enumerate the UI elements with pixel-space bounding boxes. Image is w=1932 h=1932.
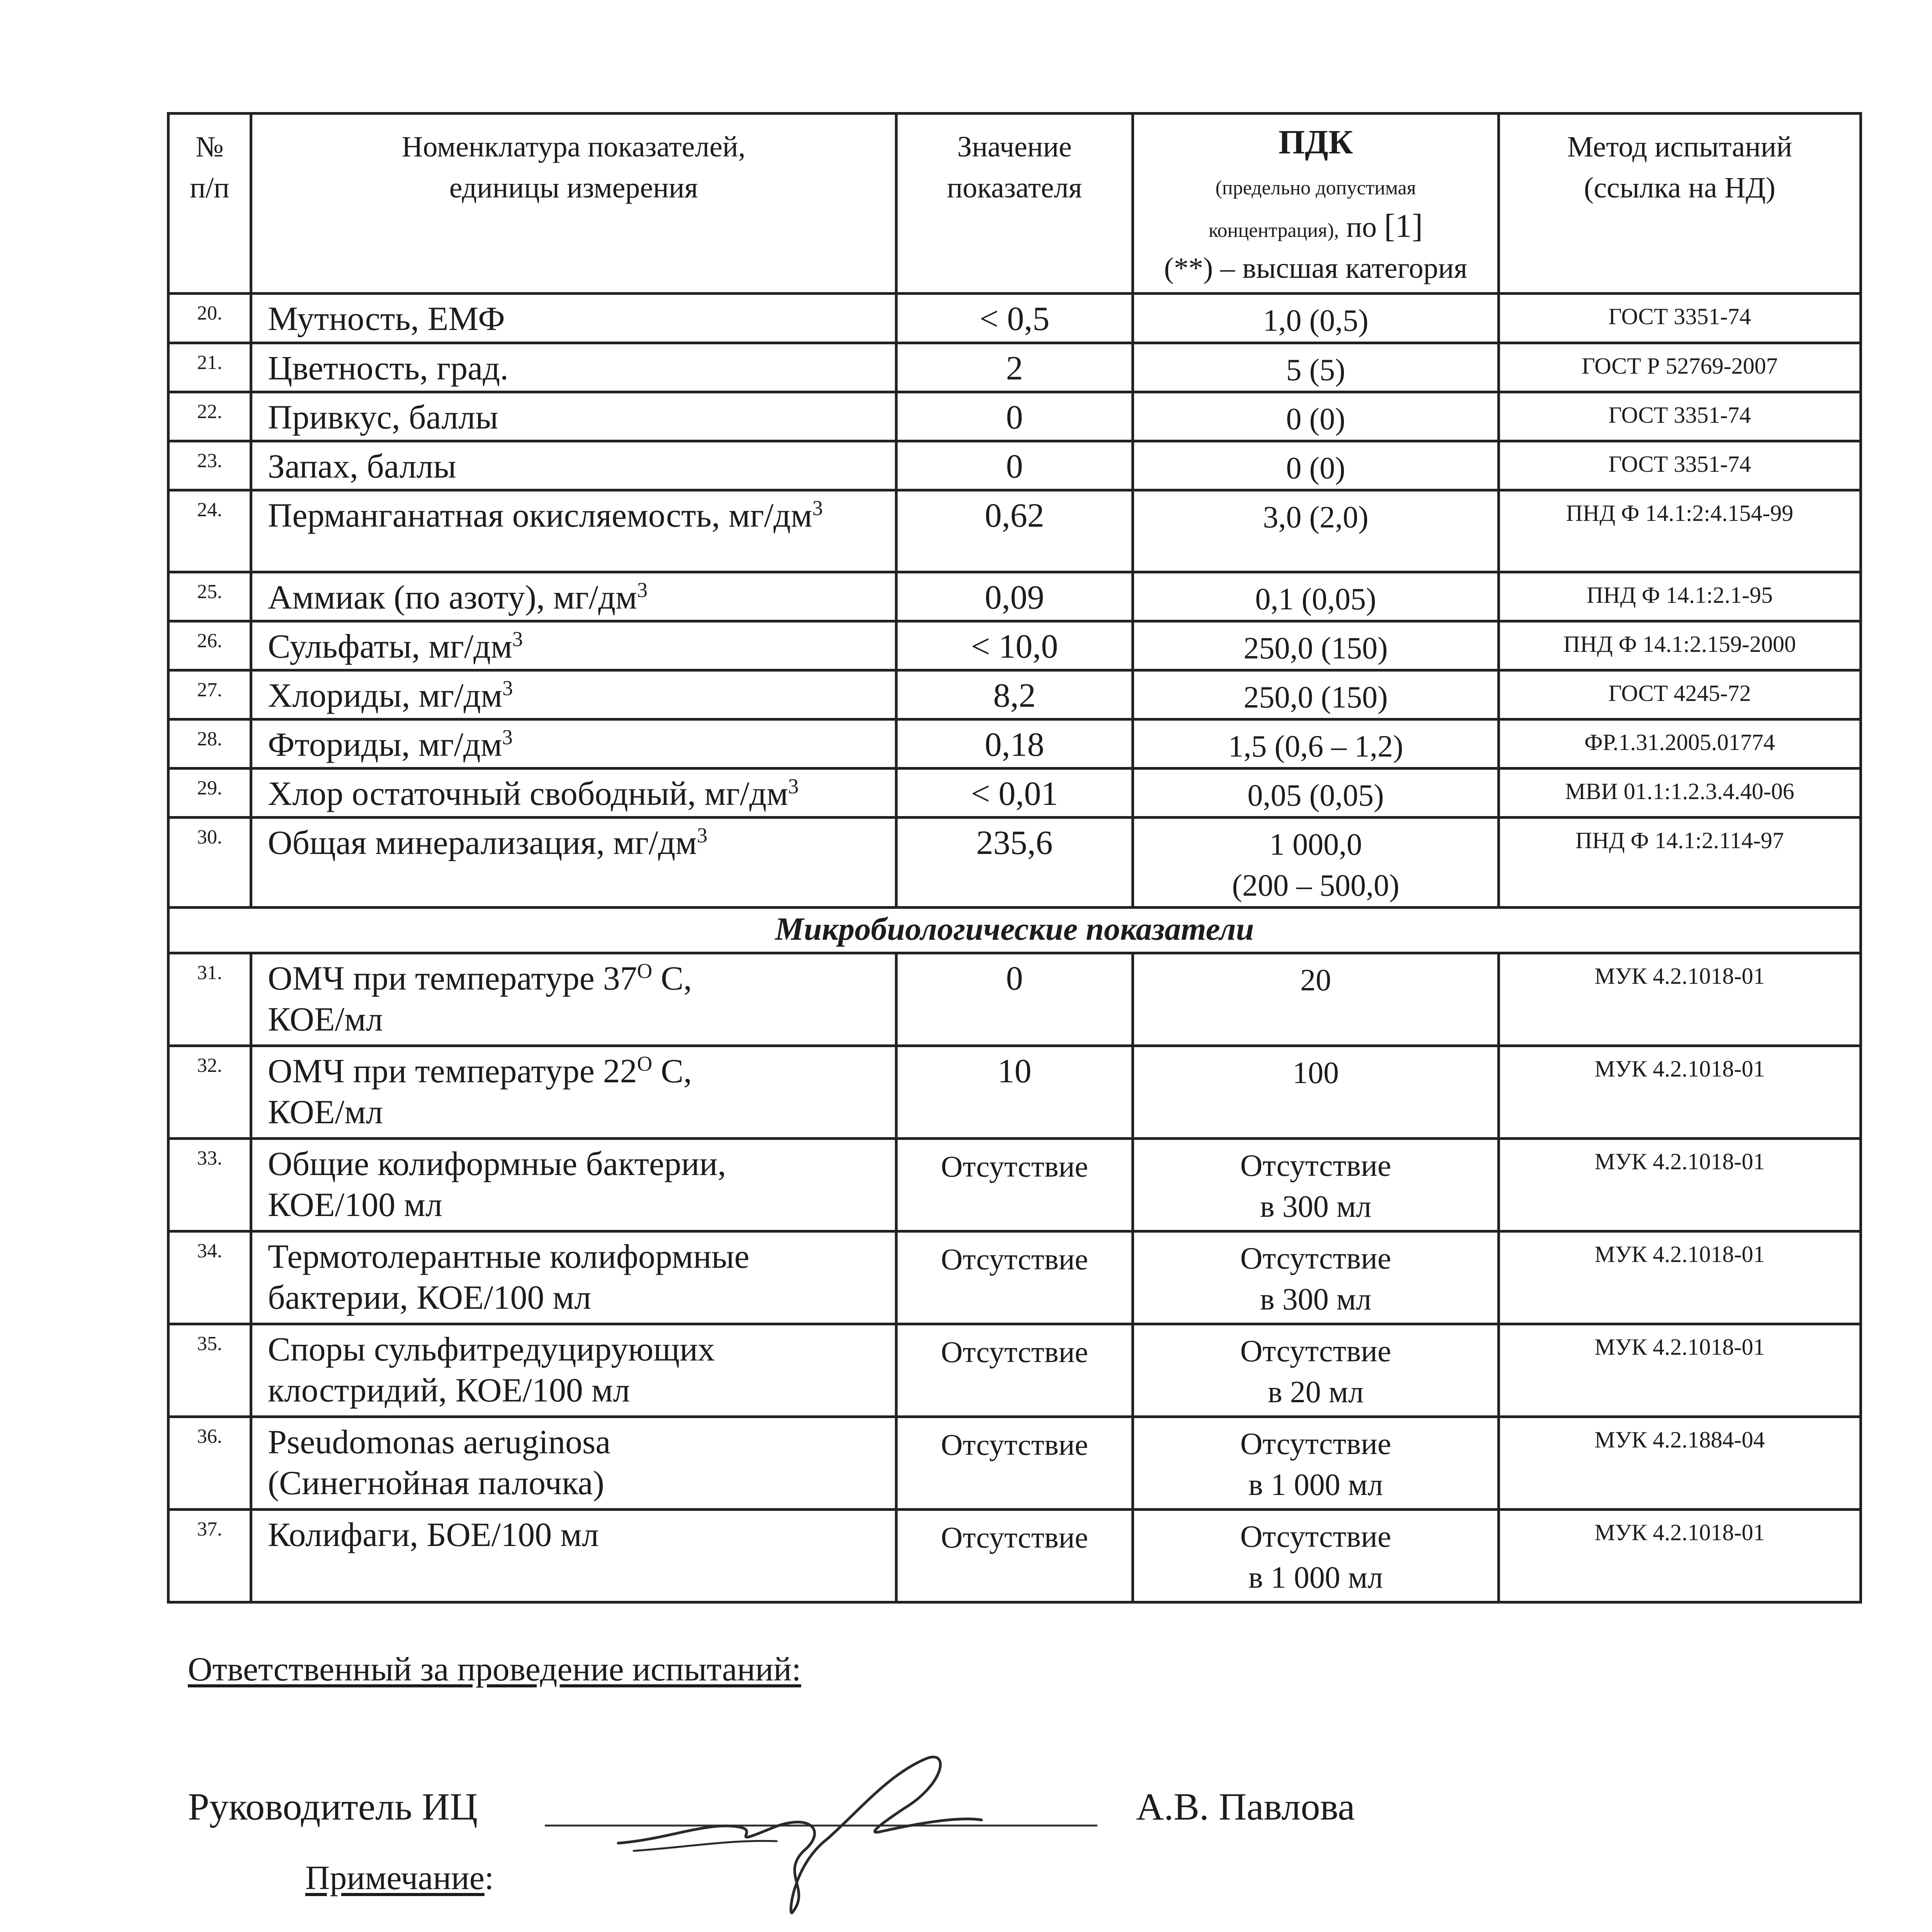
row-method: ГОСТ 3351-74 (1499, 392, 1861, 441)
row-value: 235,6 (896, 818, 1133, 908)
row-value: Отсутствие (896, 1417, 1133, 1510)
row-number: 36. (168, 1417, 251, 1510)
row-pdk: 250,0 (150) (1133, 670, 1499, 719)
row-value: Отсутствие (896, 1139, 1133, 1231)
section-title: Микробиологические показатели (168, 908, 1861, 953)
row-method: ГОСТ 4245-72 (1499, 670, 1861, 719)
row-name: Хлор остаточный свободный, $мг/дм^3$ (251, 769, 896, 818)
row-value: 0,18 (896, 719, 1133, 769)
microbiological-rows (168, 953, 1861, 1602)
note-label: Примечание: (305, 1859, 494, 1897)
header-method: Метод испытаний (ссылка на НД) (1499, 114, 1861, 294)
row-value: 0,62 (896, 490, 1133, 572)
row-value: Отсутствие (896, 1510, 1133, 1602)
row-number: 33. (168, 1139, 251, 1231)
row-method: МУК 4.2.1884-04 (1499, 1417, 1861, 1510)
row-pdk: 1,5 (0,6 – 1,2) (1133, 719, 1499, 769)
row-pdk: 250,0 (150) (1133, 621, 1499, 670)
row-method: ГОСТ 3351-74 (1499, 441, 1861, 490)
row-pdk: Отсутствие в 1 000 мл (1133, 1417, 1499, 1510)
row-number: 26. (168, 621, 251, 670)
table-row (168, 818, 1861, 908)
row-name: Сульфаты, $мг/дм^3$ (251, 621, 896, 670)
table-row (168, 572, 1861, 621)
row-method: МУК 4.2.1018-01 (1499, 1139, 1861, 1231)
row-pdk: 0,05 (0,05) (1133, 769, 1499, 818)
row-value: Отсутствие (896, 1324, 1133, 1417)
row-number: 34. (168, 1231, 251, 1324)
section-row (168, 908, 1861, 953)
row-name: Хлориды, $мг/дм^3$ (251, 670, 896, 719)
table-row (168, 441, 1861, 490)
table-row (168, 392, 1861, 441)
row-name: ОМЧ при температуре $37^О$ С, КОЕ/мл (251, 953, 896, 1046)
row-number: 23. (168, 441, 251, 490)
row-number: 25. (168, 572, 251, 621)
row-number: 32. (168, 1046, 251, 1139)
row-name: Аммиак (по азоту), $мг/дм^3$ (251, 572, 896, 621)
row-pdk: Отсутствие в 300 мл (1133, 1139, 1499, 1231)
row-pdk: 20 (1133, 953, 1499, 1046)
row-method: ГОСТ Р 52769-2007 (1499, 343, 1861, 392)
row-method: МВИ 01.1:1.2.3.4.40-06 (1499, 769, 1861, 818)
row-value: Отсутствие (896, 1231, 1133, 1324)
row-pdk: Отсутствие в 300 мл (1133, 1231, 1499, 1324)
table-row (168, 953, 1861, 1046)
row-name: Колифаги, БОЕ/100 мл (251, 1510, 896, 1602)
table-header-row (168, 114, 1861, 294)
row-pdk: 5 (5) (1133, 343, 1499, 392)
row-name: Pseudomonas aeruginosa (Синегнойная палочка) (251, 1417, 896, 1510)
row-value: < 10,0 (896, 621, 1133, 670)
row-name: Перманганатная окисляемость, $мг/дм^3$ (251, 490, 896, 572)
header-name: Номенклатура показателей, единицы измерения (251, 114, 896, 294)
director-label: Руководитель ИЦ (188, 1785, 478, 1828)
table-row (168, 1139, 1861, 1231)
row-name: Споры сульфитредуцирующих клостридий, КОЕ/100 мл (251, 1324, 896, 1417)
row-value: < 0,01 (896, 769, 1133, 818)
row-name: Мутность, ЕМФ (251, 294, 896, 343)
responsible-label: Ответственный за проведение испытаний: (188, 1651, 801, 1688)
row-value: 8,2 (896, 670, 1133, 719)
table-row (168, 1510, 1861, 1602)
header-pdk: ПДК (предельно допустимая концентрация), по [1] (**) – высшая категория (1133, 114, 1499, 294)
header-num: № п/п (168, 114, 251, 294)
row-value: < 0,5 (896, 294, 1133, 343)
table-row (168, 343, 1861, 392)
row-number: 30. (168, 818, 251, 908)
table-row (168, 490, 1861, 572)
row-pdk: 1,0 (0,5) (1133, 294, 1499, 343)
director-name: А.В. Павлова (1136, 1785, 1355, 1828)
row-method: МУК 4.2.1018-01 (1499, 1510, 1861, 1602)
row-value: 0 (896, 953, 1133, 1046)
row-method: ПНД Ф 14.1:2.114-97 (1499, 818, 1861, 908)
row-method: МУК 4.2.1018-01 (1499, 953, 1861, 1046)
signature-image (611, 1750, 1012, 1932)
table-row (168, 1417, 1861, 1510)
row-method: МУК 4.2.1018-01 (1499, 1231, 1861, 1324)
row-pdk: 3,0 (2,0) (1133, 490, 1499, 572)
chemical-rows (168, 294, 1861, 908)
row-method: ПНД Ф 14.1:2.159-2000 (1499, 621, 1861, 670)
row-value: 0 (896, 392, 1133, 441)
row-name: Общие колиформные бактерии, КОЕ/100 мл (251, 1139, 896, 1231)
row-number: 37. (168, 1510, 251, 1602)
row-number: 22. (168, 392, 251, 441)
row-pdk: 0,1 (0,05) (1133, 572, 1499, 621)
row-value: 10 (896, 1046, 1133, 1139)
row-method: МУК 4.2.1018-01 (1499, 1324, 1861, 1417)
row-name: Термотолерантные колиформные бактерии, КОЕ/100 мл (251, 1231, 896, 1324)
table-row (168, 294, 1861, 343)
row-number: 24. (168, 490, 251, 572)
header-value: Значение показателя (896, 114, 1133, 294)
row-number: 28. (168, 719, 251, 769)
row-name: Запах, баллы (251, 441, 896, 490)
row-pdk: 100 (1133, 1046, 1499, 1139)
row-method: ГОСТ 3351-74 (1499, 294, 1861, 343)
table-row (168, 1046, 1861, 1139)
row-pdk: 0 (0) (1133, 392, 1499, 441)
row-name: Фториды, $мг/дм^3$ (251, 719, 896, 769)
row-number: 31. (168, 953, 251, 1046)
row-method: МУК 4.2.1018-01 (1499, 1046, 1861, 1139)
results-table (167, 112, 1862, 1604)
row-name: Общая минерализация, $мг/дм^3$ (251, 818, 896, 908)
row-number: 27. (168, 670, 251, 719)
row-name: ОМЧ при температуре $22^О$ С, КОЕ/мл (251, 1046, 896, 1139)
table-row (168, 1324, 1861, 1417)
row-value: 2 (896, 343, 1133, 392)
row-number: 29. (168, 769, 251, 818)
table-row (168, 719, 1861, 769)
table-row (168, 621, 1861, 670)
row-name: Привкус, баллы (251, 392, 896, 441)
row-pdk: 1 000,0 (200 – 500,0) (1133, 818, 1499, 908)
row-method: ПНД Ф 14.1:2:4.154-99 (1499, 490, 1861, 572)
row-number: 35. (168, 1324, 251, 1417)
row-pdk: Отсутствие в 1 000 мл (1133, 1510, 1499, 1602)
row-number: 20. (168, 294, 251, 343)
row-method: ПНД Ф 14.1:2.1-95 (1499, 572, 1861, 621)
table-row (168, 769, 1861, 818)
row-pdk: 0 (0) (1133, 441, 1499, 490)
row-method: ФР.1.31.2005.01774 (1499, 719, 1861, 769)
header-pdk-title: ПДК (1278, 124, 1353, 161)
row-name: Цветность, град. (251, 343, 896, 392)
row-number: 21. (168, 343, 251, 392)
row-pdk: Отсутствие в 20 мл (1133, 1324, 1499, 1417)
row-value: 0,09 (896, 572, 1133, 621)
row-value: 0 (896, 441, 1133, 490)
table-row (168, 670, 1861, 719)
table-row (168, 1231, 1861, 1324)
